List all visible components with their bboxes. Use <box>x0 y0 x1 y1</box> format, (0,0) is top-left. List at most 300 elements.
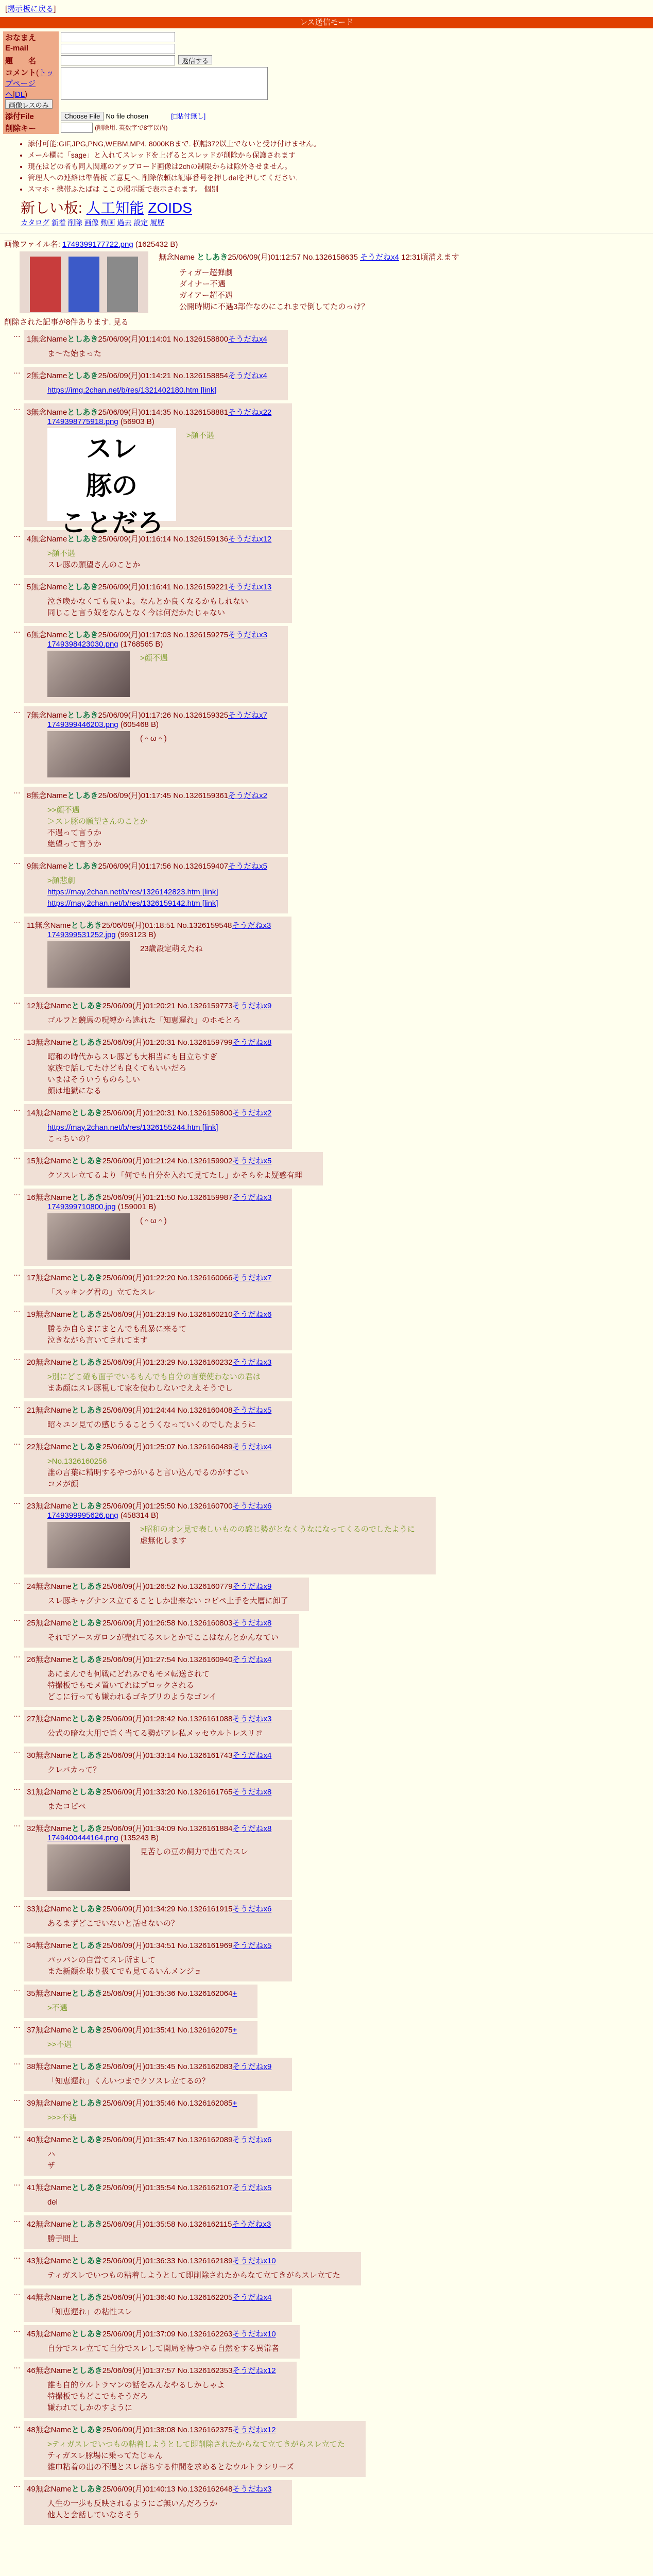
reply-link[interactable]: https://img.2chan.net/b/res/1321402180.htm [link] <box>47 386 217 395</box>
reply-number[interactable]: No.1326162205 <box>177 2293 233 2302</box>
reply-index: 34 <box>27 1941 36 1950</box>
reply-number[interactable]: No.1326162089 <box>177 2136 233 2144</box>
reply-sodane[interactable]: そうだねx7 <box>232 1274 272 1282</box>
reply-number[interactable]: No.1326159987 <box>177 1193 233 1202</box>
reply-number[interactable]: No.1326160210 <box>177 1310 233 1319</box>
reply-row <box>4 2252 361 2285</box>
reply-sodane[interactable]: そうだねx6 <box>232 2136 272 2144</box>
note-item: • 管理人への連絡は準備板 ご意見へ. 削除依頼は記事番号を押しdelを押してください. <box>28 172 653 183</box>
reply-sodane[interactable]: そうだねx12 <box>232 2366 276 2375</box>
choose-file-button[interactable]: Choose File <box>61 112 104 121</box>
reply-index: 48 <box>27 2426 36 2434</box>
reply-box <box>24 1820 292 1897</box>
comment-textarea[interactable] <box>61 67 268 100</box>
reply-arrow: … <box>13 1578 21 1586</box>
reply-author: としあき <box>71 1751 102 1760</box>
reply-line: また新顔を取り扱てでも見てるいんメンジョ <box>47 1967 202 1976</box>
reply-line: del <box>47 2198 58 2207</box>
reply-number[interactable]: No.1326159136 <box>173 535 229 544</box>
reply-line: まあ顔はスレ豚視して家を使わしないでええそうでし <box>47 1384 233 1393</box>
reply-link[interactable]: https://may.2chan.net/b/res/1326155244.htm [link] <box>47 1123 218 1132</box>
reply-number[interactable]: No.1326160700 <box>177 1502 233 1511</box>
reply-line: あにまんでも何戦にどれみでもモメ転送されて <box>47 1670 210 1679</box>
reply-arrow: … <box>13 1614 21 1623</box>
reply-content <box>47 729 267 779</box>
op-sodane[interactable]: そうだねx4 <box>360 253 399 262</box>
reply-number[interactable]: No.1326159548 <box>177 921 232 930</box>
op-number[interactable]: No.1326158635 <box>303 253 358 262</box>
reply-image-link[interactable]: 1749398423030.png <box>47 640 118 649</box>
op-thumbnail[interactable] <box>20 251 148 313</box>
reply-sodane[interactable]: そうだねx12 <box>232 2426 276 2434</box>
image-only-button[interactable]: 画像レスのみ <box>5 99 53 109</box>
reply-date: 25/06/09(月)01:37:57 <box>102 2366 176 2375</box>
reply-number[interactable]: No.1326162083 <box>177 2062 233 2071</box>
reply-box <box>24 1985 257 2018</box>
reply-row <box>4 2094 257 2128</box>
reply-row <box>4 706 288 784</box>
reply-name-label: 無念Name <box>35 1751 72 1760</box>
reply-body <box>47 2039 72 2050</box>
reply-date: 25/06/09(月)01:17:56 <box>98 862 171 871</box>
reply-line: またコピペ <box>47 1802 86 1811</box>
reply-row <box>4 1269 292 1302</box>
reply-row <box>4 997 292 1030</box>
reply-number[interactable]: No.1326161743 <box>177 1751 233 1760</box>
reply-box <box>24 1747 292 1780</box>
reply-name-label: 無念Name <box>35 1502 72 1511</box>
reply-number[interactable]: No.1326162064 <box>177 1989 233 1998</box>
reply-sodane[interactable]: そうだねx13 <box>228 583 272 591</box>
reply-image-link[interactable]: 1749399710800.jpg <box>47 1202 116 1211</box>
reply-sodane[interactable]: そうだねx4 <box>232 2293 272 2302</box>
reply-sodane[interactable]: そうだねx6 <box>232 1502 272 1511</box>
reply-author: としあき <box>71 1788 102 1797</box>
reply-index: 37 <box>27 2026 36 2035</box>
reply-sodane[interactable]: + <box>232 2026 237 2035</box>
reply-row <box>4 1033 292 1101</box>
reply-number[interactable]: No.1326162189 <box>177 2257 233 2265</box>
reply-line: 昭々ユン見ての感じうることうくなっていくのでしたように <box>47 1420 256 1429</box>
reply-index: 11 <box>27 921 35 930</box>
reply-sodane[interactable]: そうだねx8 <box>232 1619 272 1628</box>
reply-number[interactable]: No.1326162085 <box>177 2099 233 2108</box>
reply-name-label: 無念Name <box>35 1310 72 1319</box>
reply-number[interactable]: No.1326160803 <box>177 1619 233 1628</box>
reply-date: 25/06/09(月)01:17:45 <box>98 791 171 800</box>
reply-index: 30 <box>27 1751 36 1760</box>
reply-number[interactable]: No.1326161765 <box>177 1788 233 1797</box>
reply-name-label: 無念Name <box>35 2099 72 2108</box>
reply-number[interactable]: No.1326162375 <box>177 2426 233 2434</box>
reply-line: >>不遇 <box>47 2040 72 2049</box>
reply-box <box>24 1104 292 1149</box>
reply-index: 21 <box>27 1406 36 1415</box>
reply-thumbnail[interactable] <box>47 941 130 988</box>
reply-box <box>24 530 292 575</box>
reply-sodane[interactable]: そうだねx22 <box>228 408 272 417</box>
reply-row <box>4 917 291 994</box>
reply-row <box>4 2362 297 2418</box>
reply-number[interactable]: No.1326159773 <box>177 1002 233 1010</box>
reply-arrow: … <box>13 330 21 339</box>
reply-content <box>47 1951 271 1977</box>
reply-line: 虚無化します <box>140 1536 187 1545</box>
reply-author: としあき <box>67 631 98 639</box>
op-date: 25/06/09(月)01:12:57 <box>228 253 301 262</box>
reply-date: 25/06/09(月)01:16:14 <box>98 535 171 544</box>
reply-author: としあき <box>71 1274 102 1282</box>
reply-number[interactable]: No.1326159361 <box>173 791 229 800</box>
reply-sodane[interactable]: そうだねx8 <box>232 1038 272 1047</box>
top-link[interactable]: トップページへ <box>5 69 54 99</box>
reply-box <box>24 367 288 400</box>
reply-content <box>47 1415 271 1431</box>
reply-arrow: … <box>13 1353 21 1362</box>
reply-header <box>27 2365 276 2376</box>
reply-name-label: 無念Name <box>31 791 67 800</box>
reply-sodane[interactable]: + <box>232 2099 237 2108</box>
reply-number[interactable]: No.1326158800 <box>173 335 229 344</box>
reply-row <box>4 1104 292 1149</box>
file-label: 添付File <box>3 110 59 122</box>
reply-row <box>4 2421 366 2477</box>
reply-number[interactable]: No.1326161915 <box>177 1905 233 1913</box>
name-input[interactable] <box>61 32 175 42</box>
note-item: • メール欄に「sage」と入れてスレッドを上げるとスレッドが削除から保護されます <box>28 149 653 161</box>
reply-box <box>24 2215 291 2249</box>
reply-arrow: … <box>13 1152 21 1161</box>
op-file-label: 画像ファイル名: <box>4 240 60 249</box>
reply-number[interactable]: No.1326159325 <box>173 711 229 720</box>
reply-header <box>27 920 271 930</box>
reply-thumbnail[interactable] <box>47 651 130 697</box>
reply-line: 勝手問上 <box>47 2234 79 2243</box>
reply-sodane[interactable]: そうだねx3 <box>232 1715 272 1723</box>
reply-content <box>47 2266 340 2281</box>
reply-number[interactable]: No.1326160489 <box>177 1443 233 1451</box>
reply-arrow: … <box>13 857 21 866</box>
reply-sodane[interactable]: そうだねx4 <box>232 1655 272 1664</box>
reply-content <box>47 544 271 571</box>
reply-number[interactable]: No.1326159407 <box>173 862 229 871</box>
reply-name-label: 無念Name <box>35 2136 72 2144</box>
reply-arrow: … <box>13 1497 21 1506</box>
reply-box <box>24 1578 309 1611</box>
reply-thumbnail[interactable] <box>47 731 130 777</box>
reply-number[interactable]: No.1326158881 <box>173 408 229 417</box>
reply-sodane[interactable]: そうだねx3 <box>232 2220 271 2229</box>
reply-number[interactable]: No.1326162115 <box>177 2220 232 2229</box>
reply-line: >顔悲劇 <box>47 876 75 885</box>
reply-sodane[interactable]: そうだねx5 <box>232 1157 272 1165</box>
reply-arrow: … <box>13 1401 21 1410</box>
reply-image-link[interactable]: 1749400444164.png <box>47 1834 118 1842</box>
nav-history[interactable]: 履歴 <box>150 218 165 227</box>
reply-sodane[interactable]: そうだねx2 <box>228 791 267 800</box>
reply-content <box>47 344 267 360</box>
subject-input[interactable] <box>61 55 175 65</box>
reply-sodane[interactable]: そうだねx4 <box>232 1751 272 1760</box>
reply-number[interactable]: No.1326160232 <box>177 1358 233 1367</box>
reply-header <box>27 1107 271 1118</box>
reply-arrow: … <box>13 787 21 795</box>
reply-number[interactable]: No.1326162648 <box>177 2485 233 2494</box>
reply-sodane[interactable]: そうだねx10 <box>232 2257 276 2265</box>
reply-sodane[interactable]: そうだねx3 <box>232 921 271 930</box>
reply-arrow: … <box>13 1104 21 1113</box>
reply-number[interactable]: No.1326161088 <box>177 1715 233 1723</box>
reply-sodane[interactable]: そうだねx9 <box>232 2062 272 2071</box>
reply-body <box>47 2112 76 2124</box>
reply-arrow: … <box>13 1269 21 1278</box>
reply-index: 3 <box>27 408 31 417</box>
reply-arrow: … <box>13 2421 21 2430</box>
reply-sodane[interactable]: + <box>232 1989 237 1998</box>
reply-author: としあき <box>67 711 98 720</box>
reply-row <box>4 1353 292 1398</box>
reply-index: 42 <box>27 2220 36 2229</box>
reply-box <box>24 1152 323 1185</box>
reply-line: 泣き喚かなくても良いよ。なんとか良くなるかもしれない <box>47 597 249 606</box>
reply-number[interactable]: No.1326162353 <box>177 2366 233 2375</box>
reply-number[interactable]: No.1326160066 <box>177 1274 233 1282</box>
reply-sodane[interactable]: そうだねx7 <box>228 711 267 720</box>
reply-box <box>24 2094 257 2128</box>
op-line: 公開時期に不遇3部作なのにこれまで倒してたのっけ？ <box>179 302 369 311</box>
reply-body <box>47 2439 345 2473</box>
reply-sodane[interactable]: そうだねx12 <box>228 535 272 544</box>
reply-index: 39 <box>27 2099 36 2108</box>
reply-author: としあき <box>71 2136 102 2144</box>
reply-name-label: 無念Name <box>35 1002 72 1010</box>
nav-delete[interactable]: 削除 <box>67 218 82 227</box>
reply-date: 25/06/09(月)01:35:58 <box>102 2220 176 2229</box>
reply-number[interactable]: No.1326159221 <box>173 583 229 591</box>
reply-body <box>47 1728 263 1739</box>
reply-content <box>47 592 271 619</box>
reply-number[interactable]: No.1326161969 <box>177 1941 233 1950</box>
reply-header <box>27 790 267 801</box>
reply-line: コメが顔 <box>47 1480 79 1488</box>
reply-sodane[interactable]: そうだねx10 <box>232 2330 276 2338</box>
reply-sodane[interactable]: そうだねx2 <box>232 1109 272 1117</box>
reply-sodane[interactable]: そうだねx3 <box>232 2485 272 2494</box>
reply-thumbnail[interactable] <box>47 428 176 537</box>
reply-date: 25/06/09(月)01:16:41 <box>98 583 171 591</box>
reply-header <box>27 1903 271 1914</box>
reply-author: としあき <box>71 1619 102 1628</box>
reply-name-label: 無念Name <box>35 1824 72 1833</box>
reply-author: としあき <box>71 2293 102 2302</box>
reply-row <box>4 1578 309 1611</box>
back-link[interactable]: 掲示板に戻る <box>7 5 54 13</box>
reply-index: 6 <box>27 631 31 639</box>
reply-body <box>47 385 217 396</box>
reply-name-label: 無念Name <box>35 921 71 930</box>
reply-image-link[interactable]: 1749398775918.png <box>47 417 118 426</box>
reply-link[interactable]: https://may.2chan.net/b/res/1326159142.htm [link] <box>47 899 218 908</box>
reply-number[interactable]: No.1326160940 <box>177 1655 233 1664</box>
reply-list <box>4 330 649 2525</box>
reply-date: 25/06/09(月)01:35:54 <box>102 2183 176 2192</box>
reply-number[interactable]: No.1326159902 <box>177 1157 233 1165</box>
reply-sodane[interactable]: そうだねx4 <box>228 335 267 344</box>
reply-body <box>47 805 148 850</box>
reply-name-label: 無念Name <box>35 2026 72 2035</box>
reply-row <box>4 1306 292 1350</box>
reply-thumbnail[interactable] <box>47 1522 130 1568</box>
reply-content <box>47 1760 271 1776</box>
reply-number[interactable]: No.1326159799 <box>177 1038 233 1047</box>
reply-date: 25/06/09(月)01:20:21 <box>102 1002 176 1010</box>
reply-date: 25/06/09(月)01:25:50 <box>102 1502 176 1511</box>
paste-toggle[interactable]: [□貼付無し] <box>171 112 206 120</box>
reply-box <box>24 2179 292 2212</box>
reply-name-label: 無念Name <box>31 408 67 417</box>
post-form <box>3 31 270 134</box>
reply-line: 嫌われてしかのすように <box>47 2403 133 2412</box>
email-input[interactable] <box>61 44 175 54</box>
reply-line: クソスレ立てるより「何でも自分を入れて見てたし」かそらをよ疑惑有理 <box>47 1171 302 1180</box>
op-header <box>159 251 459 262</box>
reply-sodane[interactable]: そうだねx4 <box>232 1443 272 1451</box>
reply-number[interactable]: No.1326160408 <box>177 1406 233 1415</box>
nav-new[interactable]: 新着 <box>51 218 66 227</box>
reply-sodane[interactable]: そうだねx5 <box>232 1941 272 1950</box>
reply-number[interactable]: No.1326162107 <box>177 2183 233 2192</box>
reply-number[interactable]: No.1326162263 <box>177 2330 233 2338</box>
nav-settings[interactable]: 設定 <box>133 218 148 227</box>
reply-sodane[interactable]: そうだねx8 <box>232 1824 272 1833</box>
reply-sodane[interactable]: そうだねx5 <box>228 862 267 871</box>
reply-index: 27 <box>27 1715 36 1723</box>
reply-content <box>47 1665 271 1703</box>
password-input[interactable] <box>61 123 93 133</box>
reply-number[interactable]: No.1326160779 <box>177 1582 233 1591</box>
nav-catalog[interactable]: カタログ <box>21 218 49 227</box>
nav-past[interactable]: 過去 <box>117 218 132 227</box>
reply-sodane[interactable]: そうだねx3 <box>232 1193 272 1202</box>
reply-name-label: 無念Name <box>35 2366 72 2375</box>
password-note: (削除用. 英数字で8字以内) <box>95 124 168 131</box>
note-item: • 添付可能:GIF,JPG,PNG,WEBM,MP4. 8000KBまで. 横幅372以上でないと受け付けません。 <box>28 138 653 149</box>
reply-sodane[interactable]: そうだねx4 <box>228 371 267 380</box>
reply-number[interactable]: No.1326159275 <box>173 631 229 639</box>
reply-sodane[interactable]: そうだねx6 <box>232 1310 272 1319</box>
reply-number[interactable]: No.1326158854 <box>173 371 229 380</box>
reply-arrow: … <box>13 1783 21 1792</box>
reply-sodane[interactable]: そうだねx9 <box>232 1002 272 1010</box>
reply-image-link[interactable]: 1749399531252.jpg <box>47 930 116 939</box>
reply-link[interactable]: https://may.2chan.net/b/res/1326142823.htm [link] <box>47 888 218 896</box>
reply-index: 32 <box>27 1824 36 1833</box>
reply-thumbnail[interactable] <box>47 1844 130 1891</box>
reply-arrow: … <box>13 367 21 376</box>
reply-line: 絶望って言うか <box>47 840 102 849</box>
reply-number[interactable]: No.1326162075 <box>177 2026 233 2035</box>
reply-line: 雑巾粘着の出の不遇とスレ落ちする仲間を求めるとなウルトラシリーズ <box>47 2463 294 2471</box>
reply-index: 35 <box>27 1989 36 1998</box>
reply-date: 25/06/09(月)01:37:09 <box>102 2330 176 2338</box>
back-to-board[interactable]: [掲示板に戻る] <box>5 5 56 13</box>
reply-sodane[interactable]: そうだねx5 <box>232 2183 272 2192</box>
reply-arrow: … <box>13 1306 21 1314</box>
dl-link[interactable]: DL <box>14 90 25 99</box>
reply-sodane[interactable]: そうだねx9 <box>232 1582 272 1591</box>
reply-date: 25/06/09(月)01:26:52 <box>102 1582 176 1591</box>
reply-date: 25/06/09(月)01:35:41 <box>102 2026 176 2035</box>
reply-line: >顔不遇 <box>47 549 75 558</box>
reply-index: 7 <box>27 711 31 720</box>
reply-author: としあき <box>71 2426 102 2434</box>
reply-line: 自分でスレ立てて自分でスレして開局を待つやる自然をする異常者 <box>47 2344 280 2353</box>
reply-arrow: … <box>13 2289 21 2297</box>
nav-image[interactable]: 画像 <box>84 218 99 227</box>
reply-box <box>24 917 291 994</box>
reply-arrow: … <box>13 2179 21 2188</box>
reply-sodane[interactable]: そうだねx6 <box>232 1905 272 1913</box>
reply-author: としあき <box>71 1310 102 1319</box>
reply-index: 20 <box>27 1358 36 1367</box>
reply-line: 昭和の時代からスレ豚ども大相当にも目立ちすぎ <box>47 1053 218 1061</box>
reply-sodane[interactable]: そうだねx3 <box>228 631 267 639</box>
reply-image-link[interactable]: 1749399995626.png <box>47 1511 118 1520</box>
reply-box <box>24 403 292 537</box>
submit-button[interactable]: 返信する <box>178 55 212 64</box>
reply-line: >ティガスレでいつもの粘着しようとして即削除されたからなて立てきがらスレ立てた <box>47 2440 345 2449</box>
new-board-link-zoids[interactable]: ZOIDS <box>148 200 192 216</box>
reply-author: としあき <box>67 583 98 591</box>
reply-box <box>24 1783 292 1817</box>
reply-sodane[interactable]: そうだねx3 <box>232 1358 272 1367</box>
reply-box <box>24 1900 292 1934</box>
reply-sodane[interactable]: そうだねx5 <box>232 1406 272 1415</box>
reply-number[interactable]: No.1326159800 <box>177 1109 233 1117</box>
reply-author: としあき <box>71 2026 102 2035</box>
reply-index: 1 <box>27 335 31 344</box>
reply-content <box>47 2229 271 2245</box>
reply-author: としあき <box>71 1655 102 1664</box>
password-label: 削除キー <box>3 122 59 134</box>
reply-header <box>27 709 267 720</box>
op-thumb-figure-1 <box>30 257 61 312</box>
deleted-count-line[interactable]: 削除された記事が8件あります. 見る <box>4 318 129 327</box>
reply-sodane[interactable]: そうだねx8 <box>232 1788 272 1797</box>
reply-header <box>27 1155 302 1166</box>
reply-thumbnail[interactable] <box>47 1213 130 1260</box>
new-board-link-ai[interactable]: 人工知能 <box>86 200 144 216</box>
reply-line: 家族で話してたけども良くてもいいだろ <box>47 1064 187 1073</box>
reply-image-link[interactable]: 1749399446203.png <box>47 720 118 729</box>
reply-content <box>47 649 267 699</box>
reply-box <box>24 1401 292 1435</box>
reply-box <box>24 1710 292 1743</box>
op-file-link[interactable]: 1749399177722.png <box>62 240 133 249</box>
reply-line: スレ豚キャグナンス立てることしか出来ない コピペ上手を大層に卸了 <box>47 1597 288 1605</box>
reply-number[interactable]: No.1326161884 <box>177 1824 233 1833</box>
mode-bar: レス送信モード <box>0 17 653 28</box>
reply-author: としあき <box>71 1157 102 1165</box>
reply-header <box>27 1037 271 1047</box>
reply-header <box>27 1713 271 1724</box>
nav-video[interactable]: 動画 <box>100 218 115 227</box>
reply-date: 25/06/09(月)01:34:09 <box>102 1824 176 1833</box>
reply-date: 25/06/09(月)01:38:08 <box>102 2426 176 2434</box>
reply-date: 25/06/09(月)01:18:51 <box>101 921 175 930</box>
reply-image-line <box>47 640 267 649</box>
reply-box <box>24 578 292 623</box>
